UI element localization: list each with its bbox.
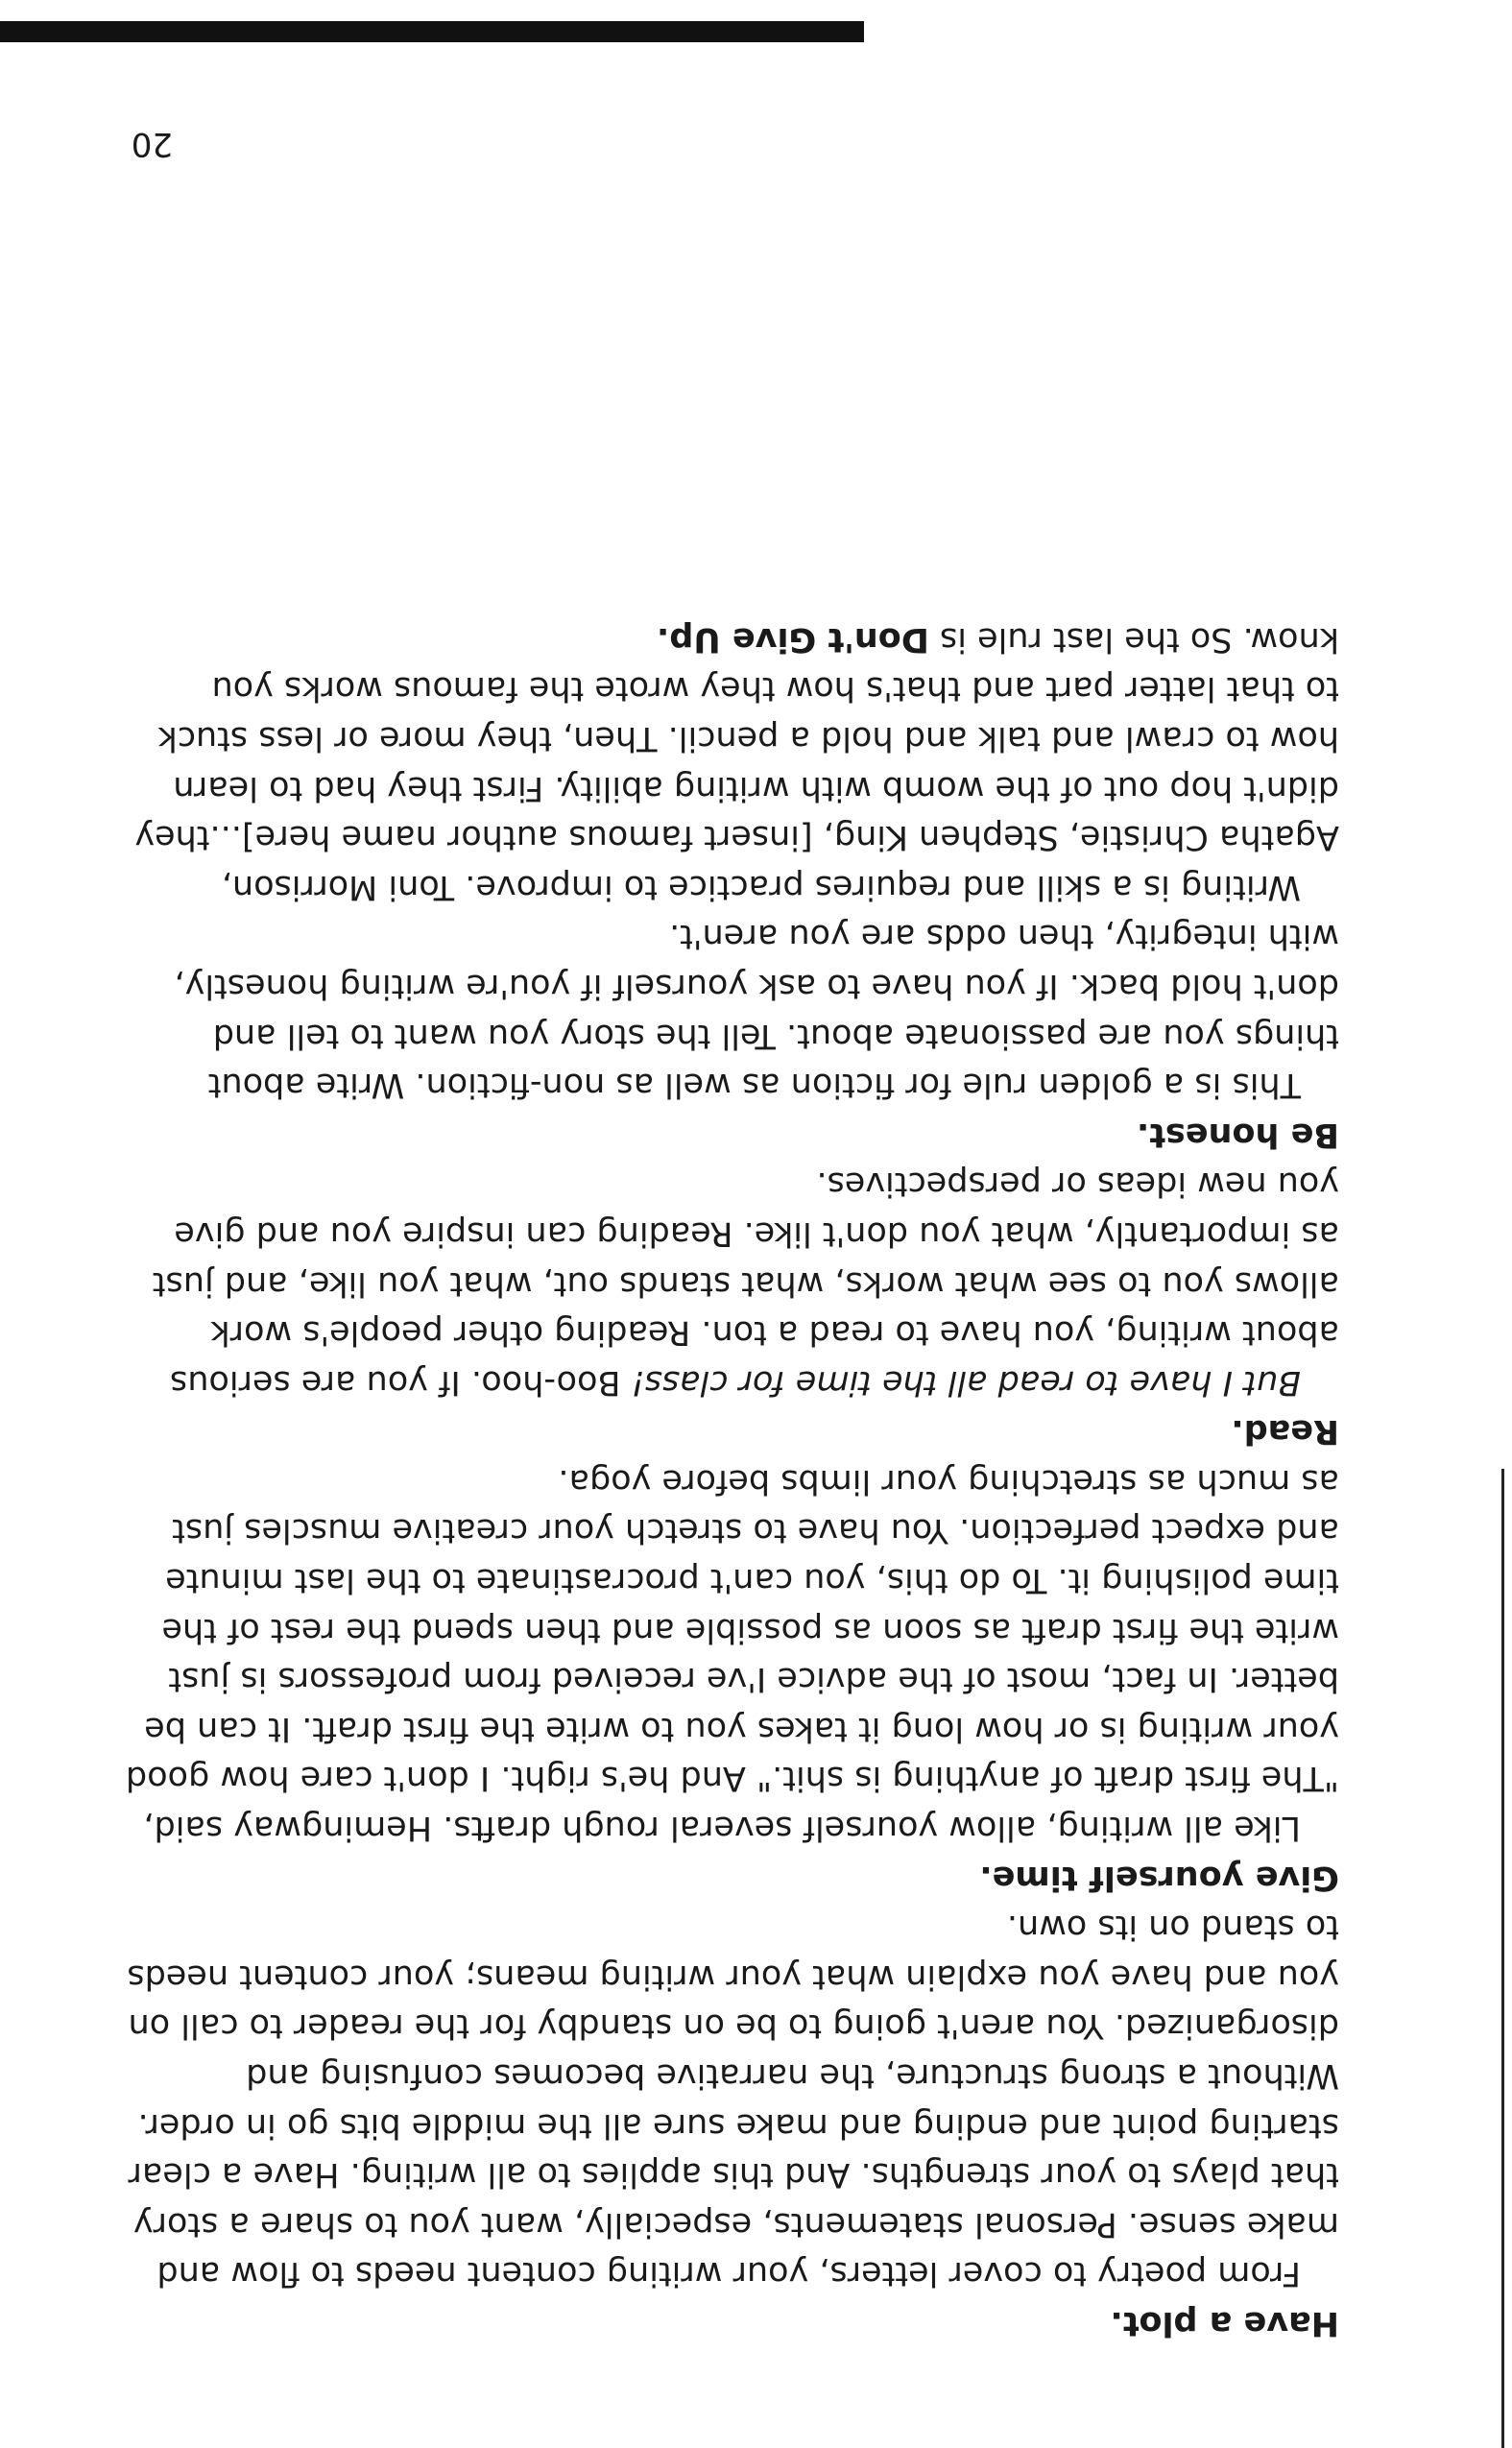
paragraph-practice bbox=[125, 613, 1339, 911]
read-italic-lead: But I have to read all the time for class! bbox=[631, 1362, 1301, 1402]
scan-edge-bar bbox=[0, 21, 864, 42]
heading-read: Read. bbox=[1231, 1412, 1339, 1452]
page-number: 20 bbox=[131, 125, 173, 163]
scan-edge-line bbox=[1501, 1469, 1504, 2448]
paragraph-read bbox=[125, 1159, 1339, 1406]
closing-rule: Don't Give Up. bbox=[656, 619, 929, 659]
heading-have-a-plot: Have a plot. bbox=[1110, 2304, 1339, 2342]
heading-give-yourself-time: Give yourself time. bbox=[979, 1858, 1339, 1897]
practice-body: Writing is a skill and requires practice to improve. Toni Morrison, Agatha Christie, Stephen King, [insert famous author name here]...they didn't hop out of the womb with writing ability. First they had to learn how to crawl and talk and hold a pencil. Then, they more or less stuck to that latter part and that's how they wrote the famous works you know. So the last rule is bbox=[134, 619, 1339, 906]
read-body: Boo-hoo. If you are serious about writing, you have to read a ton. Reading other people's work allows you to see what works, what stands out, what you like, and just as importantly, what you don't like. Reading can inspire you and give you new ideas or perspectives. bbox=[152, 1164, 1339, 1402]
paragraph-plot: From poetry to cover letters, your writing content needs to flow and make sense. Personal statements, especially, want you to share a story that plays to your strengths. And this applies to all writing. Have a clear starting point and ending and make sure all the middle bits go in order. Without a strong structure, the narrative becomes confusing and disorganized. You aren't going to be on standby for the reader to call on you and have you explain what your writing means; your content needs to stand on its own. bbox=[127, 1908, 1339, 2293]
heading-be-honest: Be honest. bbox=[1136, 1115, 1339, 1154]
paragraph-honest: This is a golden rule for fiction as well as non-fiction. Write about things you are passionate about. Tell the story you want to tell and don't hold back. If you have to ask yourself if you're writing honestly, with integrity, then odds are you aren't. bbox=[174, 917, 1339, 1105]
page-content bbox=[125, 613, 1339, 2347]
paragraph-time: Like all writing, allow yourself several rough drafts. Hemingway said, "The first draft of anything is shit." And he's right. I don't care how good your writing is or how long it takes you to write the first draft. It can be better. In fact, most of the advice I've received from professors is just write the first draft as soon as possible and then spend the rest of the time polishing it. To do this, you can't procrastinate to the last minute and expect perfection. You have to stretch your creative muscles just as much as stretching your limbs before yoga. bbox=[125, 1461, 1339, 1848]
